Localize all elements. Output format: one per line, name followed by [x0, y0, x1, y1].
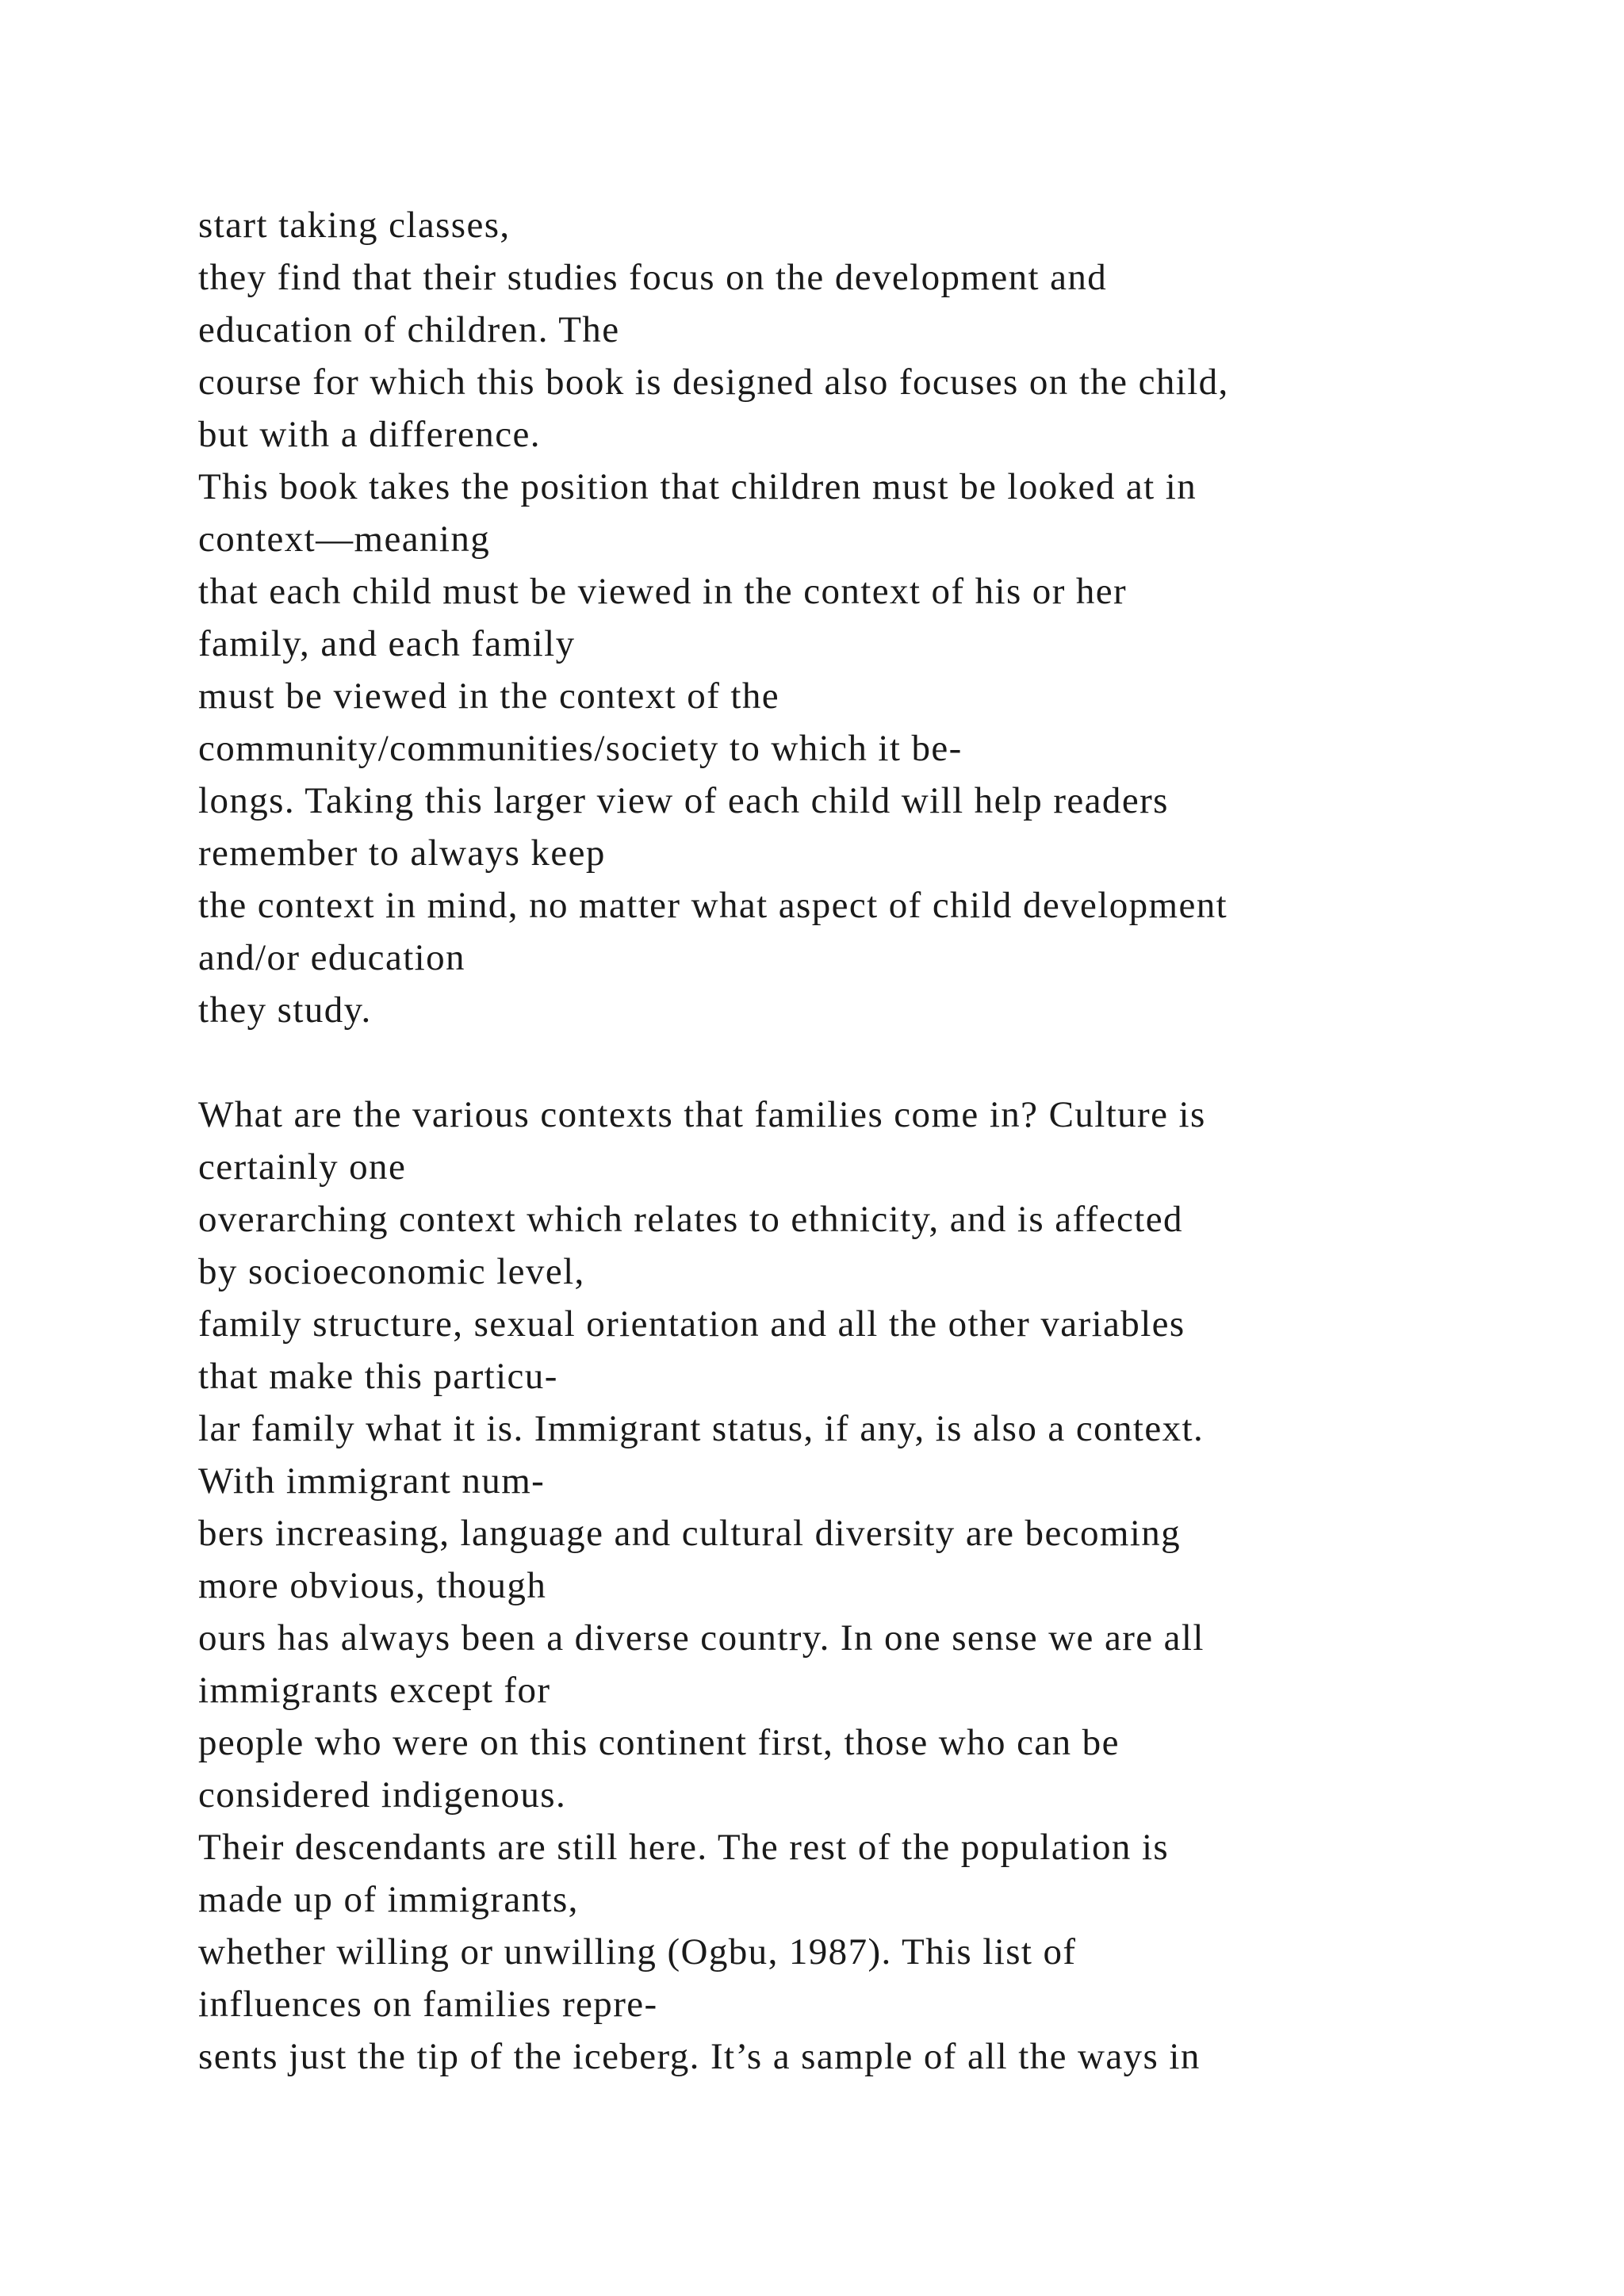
text-line: With immigrant num-: [198, 1460, 546, 1502]
text-line: must be viewed in the context of the: [198, 675, 780, 717]
paragraph-gap: [198, 1036, 1507, 1089]
text-line: that make this particu-: [198, 1356, 558, 1397]
text-line: start taking classes,: [198, 205, 511, 246]
text-line: Their descendants are still here. The rest of the population is: [198, 1827, 1170, 1868]
text-line: they study.: [198, 989, 372, 1031]
text-line: sents just the tip of the iceberg. It’s a sample of all the ways in: [198, 2036, 1201, 2077]
text-line: people who were on this continent first, those who can be: [198, 1722, 1120, 1763]
text-line: This book takes the position that children must be looked at in: [198, 466, 1197, 507]
text-line: bers increasing, language and cultural diversity are becoming: [198, 1513, 1182, 1554]
text-line: course for which this book is designed also focuses on the child,: [198, 362, 1229, 403]
text-line: by socioeconomic level,: [198, 1251, 585, 1292]
text-line: longs. Taking this larger view of each child will help readers: [198, 780, 1169, 821]
text-line: considered indigenous.: [198, 1774, 567, 1816]
paragraph-2: [198, 1089, 1507, 2083]
text-line: more obvious, though: [198, 1565, 547, 1606]
text-line: context—meaning: [198, 519, 491, 560]
text-line: education of children. The: [198, 309, 620, 350]
text-line: family structure, sexual orientation and all the other variables: [198, 1303, 1185, 1345]
text-line: but with a difference.: [198, 414, 541, 455]
text-line: made up of immigrants,: [198, 1879, 579, 1920]
paragraph-1: [198, 199, 1507, 1036]
text-line: What are the various contexts that families come in? Culture is: [198, 1094, 1206, 1135]
text-line: lar family what it is. Immigrant status, if any, is also a context.: [198, 1408, 1205, 1449]
text-line: that each child must be viewed in the context of his or her: [198, 571, 1128, 612]
text-line: influences on families repre-: [198, 1984, 658, 2025]
text-line: whether willing or unwilling (Ogbu, 1987). This list of: [198, 1931, 1077, 1973]
text-line: they find that their studies focus on the development and: [198, 257, 1108, 298]
text-line: the context in mind, no matter what aspect of child development: [198, 885, 1228, 926]
text-line: remember to always keep: [198, 832, 606, 874]
text-line: family, and each family: [198, 623, 576, 664]
text-line: ours has always been a diverse country. In one sense we are all: [198, 1617, 1205, 1659]
text-line: and/or education: [198, 937, 465, 978]
text-line: immigrants except for: [198, 1670, 551, 1711]
text-line: community/communities/society to which it be-: [198, 728, 963, 769]
text-line: certainly one: [198, 1146, 407, 1188]
body-text: [198, 199, 1507, 2083]
text-line: overarching context which relates to ethnicity, and is affected: [198, 1199, 1183, 1240]
